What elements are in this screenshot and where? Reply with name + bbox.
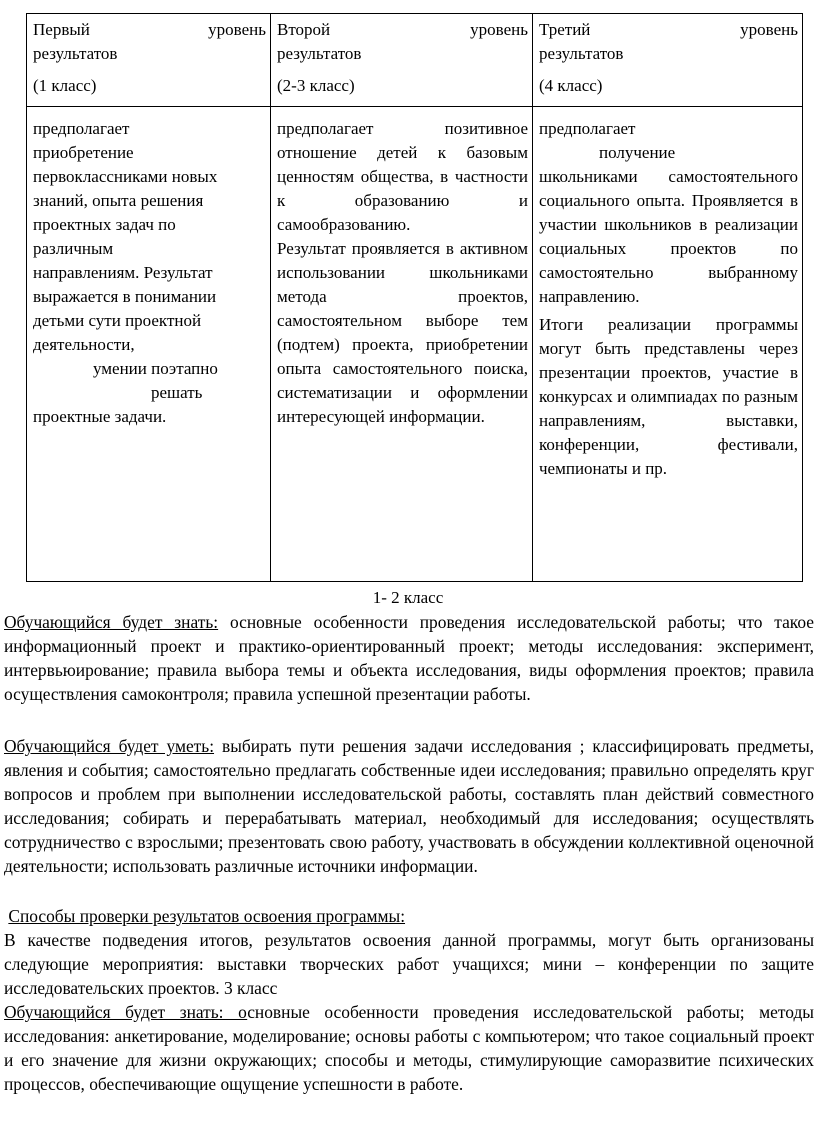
level-3-description [533, 107, 803, 582]
header-title-line2: результатов [277, 44, 362, 63]
text-line: проектных задач по [33, 215, 176, 234]
text-line: предполагает [539, 119, 636, 138]
can-text: выбирать пути решения задачи исследования ; классифицировать предметы, явления и события; самостоятельно предлагать собственные идеи исследования; правильно определять круг вопросов и проблем при выполнении исследовательской работы, составлять план действий совместного исследования; собирать и перерабатывать материал, необходимый для исследования; осуществлять сотрудничество с взрослыми; презентовать свою работу, участвовать в обсуждении коллективной оценочной деятельности; использовать различные источники информации. [4, 736, 814, 876]
paragraph: школьниками самостоятельного социального опыта. Проявляется в участии школьников в реализации социальных проектов по самостоятельно выбранному направлению. [539, 167, 798, 306]
section-title-grade-1-2: 1- 2 класс [372, 588, 444, 607]
text-line: выражается в понимании [33, 287, 217, 306]
can-label: Обучающийся будет уметь: [4, 736, 215, 756]
header-cell-level-2 [271, 14, 533, 107]
header-title: Третий уровень [539, 20, 798, 39]
header-cell-level-3 [533, 14, 803, 107]
table-header-row [27, 14, 803, 107]
methods-text: В качестве подведения итогов, результатов освоения данной программы, могут быть организованы следующие мероприятия: выставки творческих работ учащихся; мини – конференции по защите исследовательских проектов. [4, 930, 814, 998]
know-paragraph-grade-3 [4, 1000, 814, 1096]
know-label: Обучающийся будет знать: [4, 612, 219, 632]
text-line: направлениям. Результат [33, 263, 213, 282]
header-title: Второй уровень [277, 20, 528, 39]
text-line: решать [151, 383, 203, 402]
header-title-line2: результатов [33, 44, 118, 63]
paragraph: Результат проявляется в активном использовании школьниками метода проектов, самостоятельном выборе тем (подтем) проекта, приобретении опыта самостоятельного поиска, систематизации и оформлении интересующей информации. [277, 239, 528, 426]
header-class-label: (4 класс) [539, 76, 603, 95]
text-line: первоклассниками новых [33, 167, 218, 186]
know-text: основные особенности проведения исследовательской работы; что такое информационный проект и практико-ориентированный проект; методы исследования: эксперимент, интервьюирование; правила выбора темы и объекта исследования, виды оформления проектов; правила осуществления самоконтроля; правила успешной презентации работы. [4, 612, 814, 704]
text-line: получение [599, 143, 676, 162]
text-line: умении поэтапно [93, 359, 218, 378]
header-class-label: (2-3 класс) [277, 76, 355, 95]
text-line: деятельности, [33, 335, 135, 354]
can-paragraph-grade-1-2 [4, 734, 814, 878]
level-2-description [271, 107, 533, 582]
text-line: проектные задачи. [33, 407, 167, 426]
paragraph: Итоги реализации программы могут быть представлены через презентации проектов, участие в конкурсах и олимпиадах по разным направлениям, выставки, конференции, фестивали, чемпионаты и пр. [539, 315, 798, 478]
methods-heading: Способы проверки результатов освоения программы: [8, 906, 406, 926]
text-line: знаний, опыта решения [33, 191, 204, 210]
results-levels-table [26, 13, 803, 582]
section-title-grade-3: 3 класс [219, 978, 278, 998]
text-line: приобретение [33, 143, 134, 162]
know-label: Обучающийся будет знать: о [4, 1002, 248, 1022]
text-line: детьми сути проектной [33, 311, 202, 330]
text-line: предполагает [33, 119, 130, 138]
level-1-description [27, 107, 271, 582]
methods-heading-paragraph [4, 904, 814, 928]
methods-paragraph [4, 928, 814, 1000]
table-body-row [27, 107, 803, 582]
know-paragraph-grade-1-2 [4, 610, 814, 706]
know-text: сновные особенности проведения исследовательской работы; методы исследования: анкетирование, моделирование; основы работы с компьютером; что такое социальный проект и его значение для жизни окружающих; способы и методы, стимулирующие саморазвитие психических процессов, обеспечивающие ощущение успешности в работе. [4, 1002, 814, 1094]
text-line: различным [33, 239, 114, 258]
header-title-line2: результатов [539, 44, 624, 63]
header-class-label: (1 класс) [33, 76, 97, 95]
paragraph: предполагает позитивное отношение детей к базовым ценностям общества, в частности к образованию и самообразованию. [277, 119, 528, 234]
header-cell-level-1 [27, 14, 271, 107]
header-title: Первый уровень [33, 20, 266, 39]
